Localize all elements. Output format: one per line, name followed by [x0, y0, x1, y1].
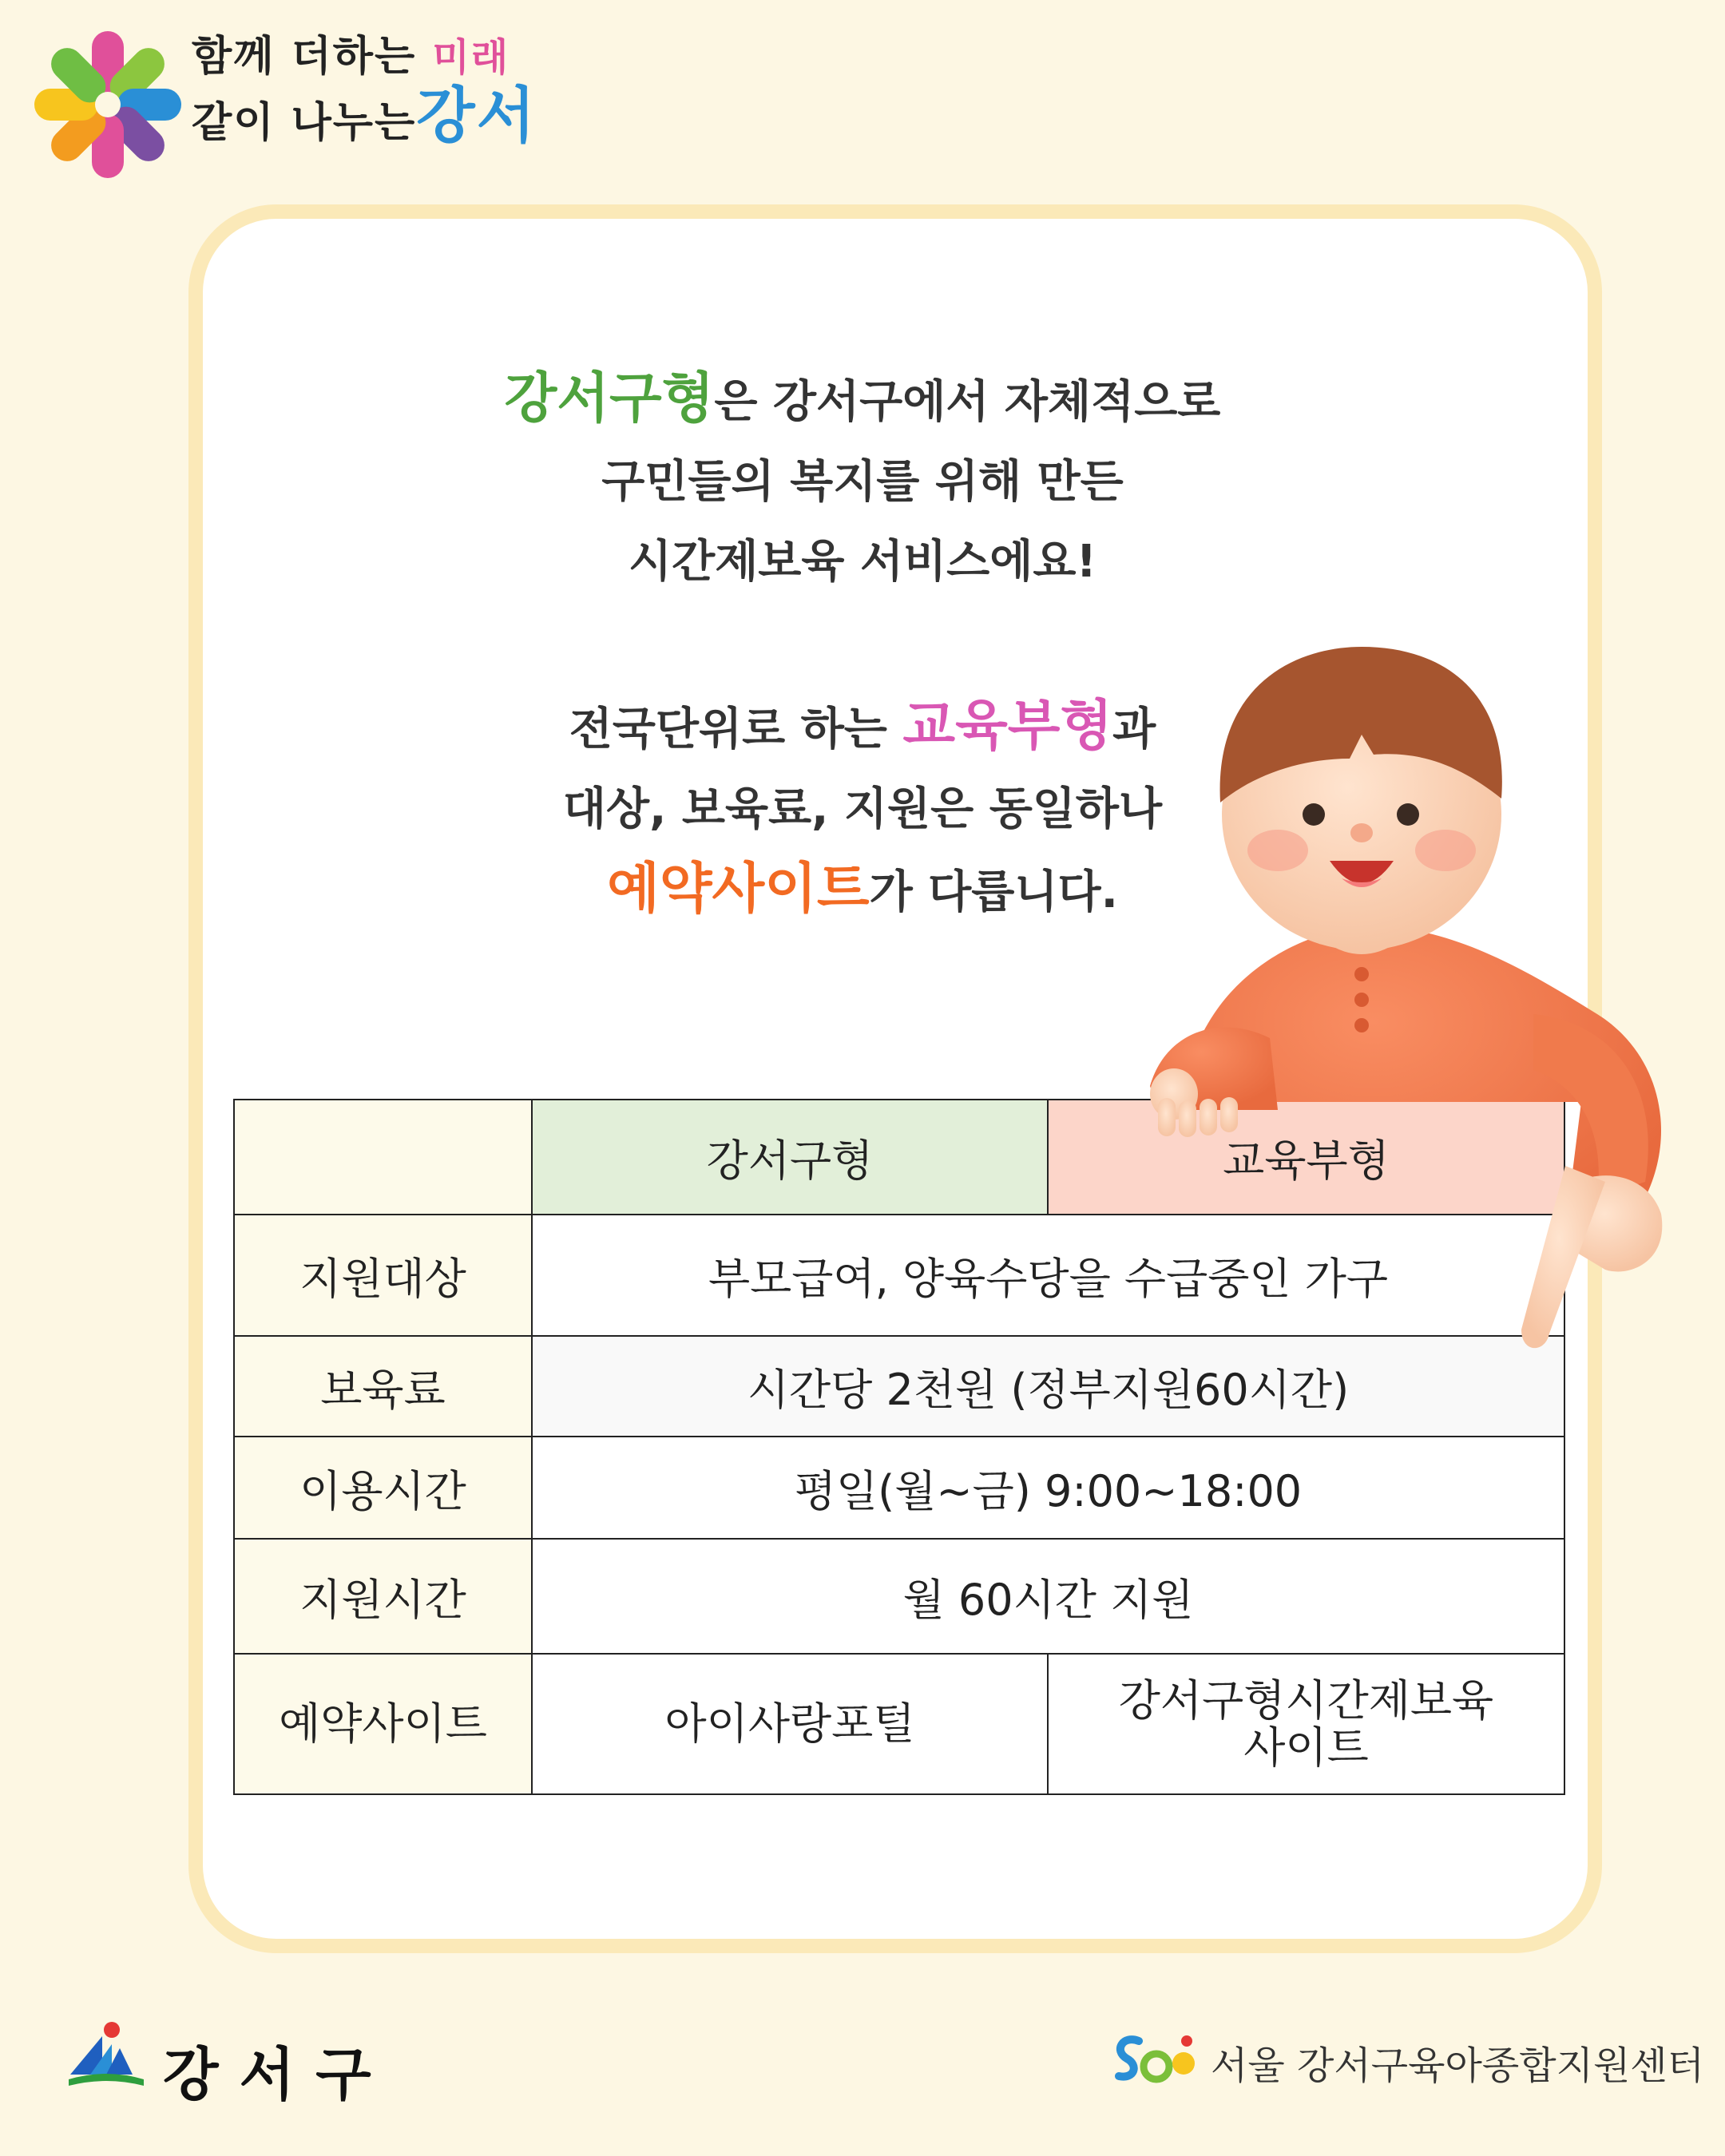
header-edu-type: 교육부형 — [1048, 1100, 1564, 1215]
slogan-text — [192, 33, 537, 151]
row-value: 부모급여, 양육수당을 수급중인 가구 — [532, 1215, 1564, 1336]
edu-type-highlight: 교육부형 — [902, 695, 1113, 758]
gangseo-site-line-1: 강서구형시간제보육 — [1118, 1674, 1494, 1726]
row-label: 보육료 — [234, 1336, 532, 1437]
slogan-line1: 함께 더하는 — [192, 33, 433, 81]
header-gangseo-type: 강서구형 — [532, 1100, 1048, 1215]
gangseo-gu-emblem-icon — [62, 2012, 150, 2100]
slogan-line2: 같이 나누는 — [192, 98, 417, 147]
gu-name-text: 강서구 — [163, 2041, 392, 2108]
slogan-line2-accent: 강서 — [416, 79, 537, 151]
row-label: 이용시간 — [234, 1437, 532, 1539]
slogan-logo — [32, 29, 543, 188]
intro-line-4-pre: 전국단위로 하는 — [569, 703, 903, 755]
row-value: 시간당 2천원 (정부지원60시간) — [532, 1336, 1564, 1437]
intro-paragraph-1 — [0, 359, 1725, 602]
intro-line-5: 대상, 보육료, 지원은 동일하나 — [562, 783, 1163, 835]
edu-reservation-site: 아이사랑포털 — [532, 1654, 1048, 1794]
intro-line-2: 구민들의 복지를 위해 만든 — [601, 456, 1124, 508]
gangseo-site-line-2: 사이트 — [1243, 1722, 1369, 1773]
table-corner-cell — [234, 1100, 532, 1215]
row-label: 예약사이트 — [234, 1654, 532, 1794]
intro-line-4-post: 과 — [1112, 703, 1156, 755]
intro-line-1: 은 강서구에서 자체적으로 — [714, 376, 1221, 428]
intro-line-3: 시간제보육 서비스에요! — [629, 536, 1096, 588]
childcare-center-logo-icon — [1107, 2027, 1203, 2091]
row-value: 월 60시간 지원 — [532, 1539, 1564, 1654]
table-row — [234, 1437, 1564, 1539]
row-value: 평일(월~금) 9:00~18:00 — [532, 1437, 1564, 1539]
intro-line-6-post: 가 다릅니다. — [869, 866, 1118, 918]
center-name-text: 서울 강서구육아종합지원센터 — [1211, 2043, 1705, 2088]
gangseo-flower-logo-icon — [32, 29, 184, 180]
gangseo-reservation-site — [1048, 1654, 1564, 1794]
gangseo-gu-logo — [62, 2012, 398, 2108]
childcare-center-logo — [1107, 2027, 1705, 2091]
gangseo-type-highlight: 강서구형 — [504, 367, 715, 430]
reservation-highlight: 예약사이트 — [607, 858, 870, 921]
table-row — [234, 1539, 1564, 1654]
table-row-reservation — [234, 1654, 1564, 1794]
boy-character-illustration — [1086, 639, 1693, 1357]
slogan-line1-accent: 미래 — [432, 35, 510, 80]
row-label: 지원시간 — [234, 1539, 532, 1654]
row-label: 지원대상 — [234, 1215, 532, 1336]
